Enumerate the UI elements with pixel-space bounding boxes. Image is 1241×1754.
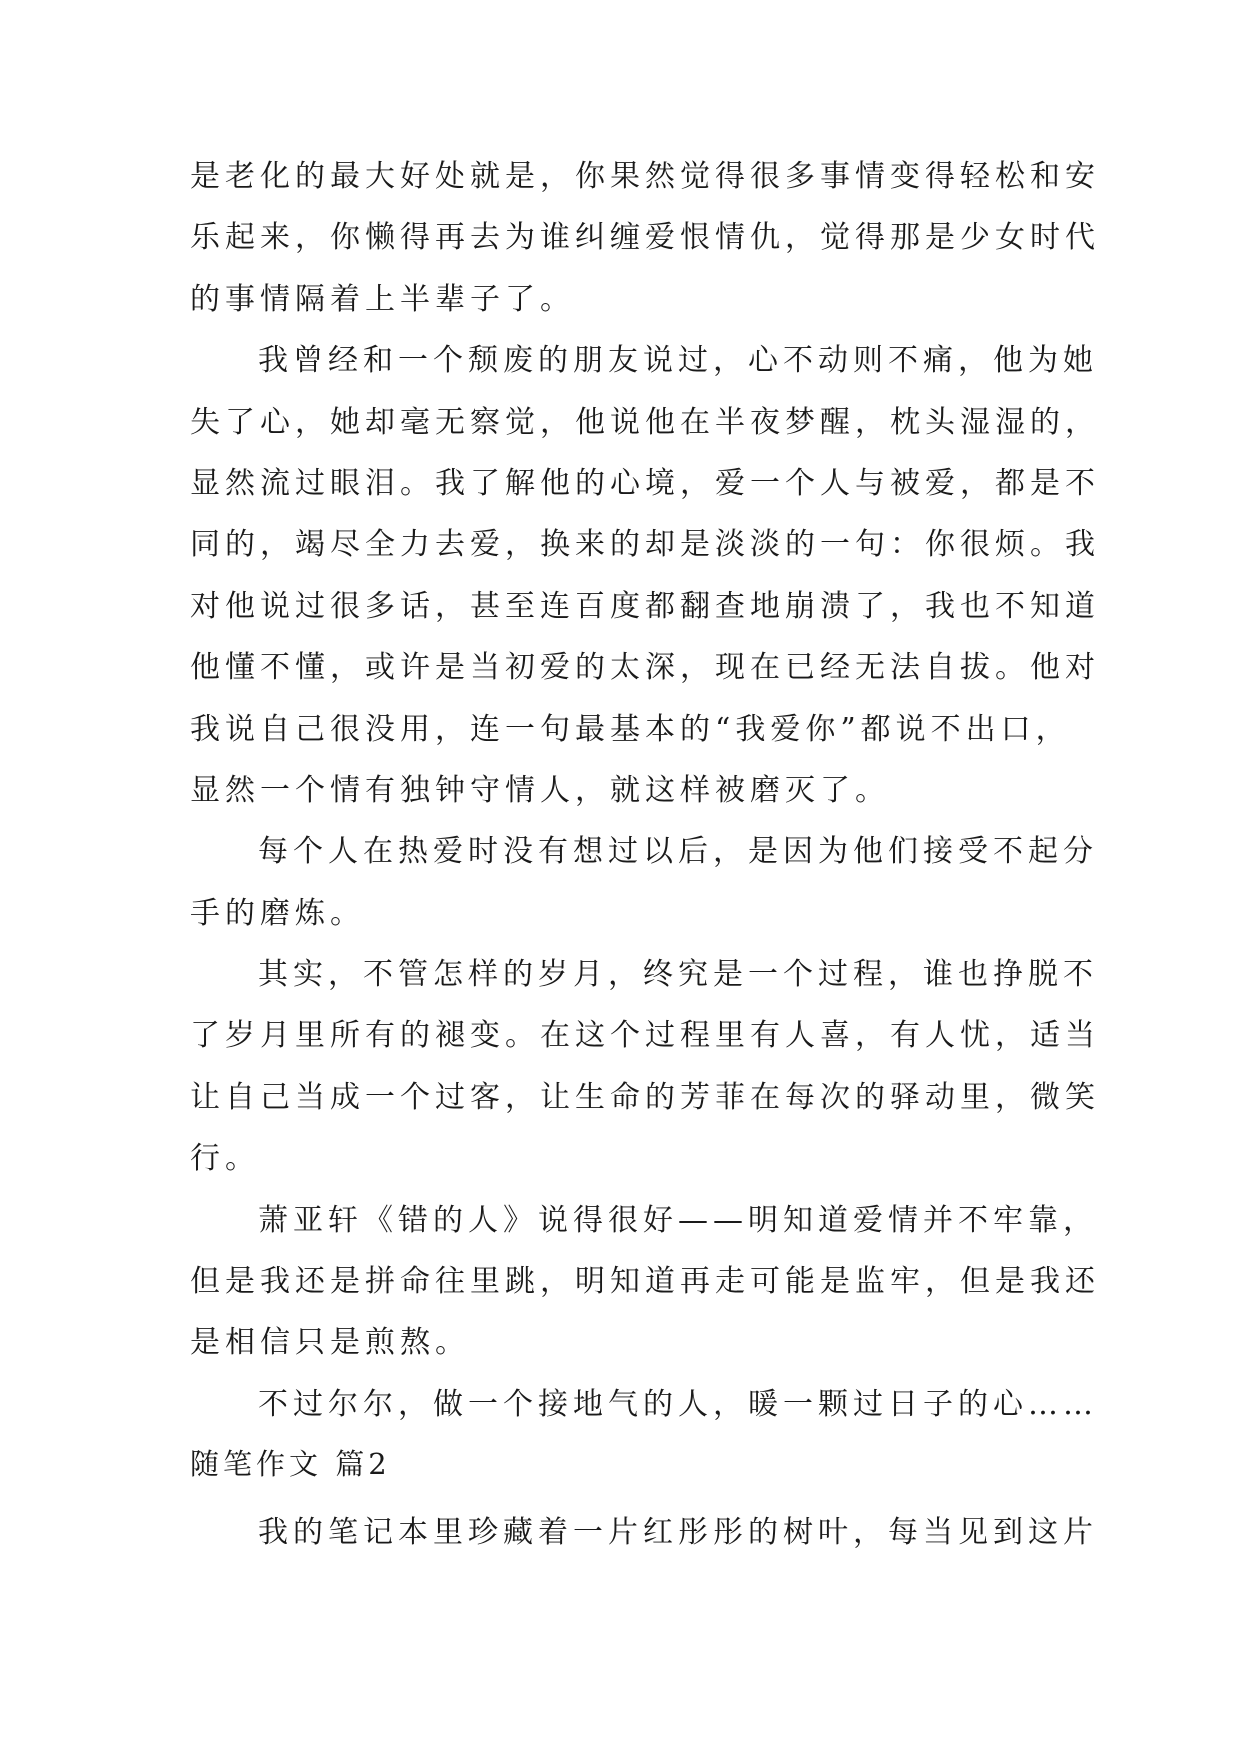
text-line: 显然流过眼泪。我了解他的心境，爱一个人与被爱，都是不 <box>190 465 1100 501</box>
paragraph-start-line: 其实，不管怎样的岁月，终究是一个过程，谁也挣脱不 <box>258 957 1098 993</box>
text-line: 他懂不懂，或许是当初爱的太深，现在已经无法自拔。他对 <box>190 650 1100 686</box>
paragraph-start-line: 我的笔记本里珍藏着一片红彤彤的树叶，每当见到这片 <box>258 1515 1098 1550</box>
essay-body <box>190 146 1100 1435</box>
text-line: 是老化的最大好处就是，你果然觉得很多事情变得轻松和安 <box>190 159 1100 194</box>
text-line: 但是我还是拼命往里跳，明知道再走可能是监牢，但是我还 <box>190 1264 1100 1300</box>
text-line: 显然一个情有独钟守情人，就这样被磨灭了。 <box>190 772 890 808</box>
text-line: 的事情隔着上半辈子了。 <box>190 281 575 317</box>
paragraph-start-line: 每个人在热爱时没有想过以后，是因为他们接受不起分 <box>258 834 1098 870</box>
text-line: 是相信只是煎熬。 <box>190 1325 470 1361</box>
text-line: 了岁月里所有的褪变。在这个过程里有人喜，有人忧，适当 <box>190 1018 1100 1054</box>
paragraph-start-line: 我曾经和一个颓废的朋友说过，心不动则不痛，他为她 <box>258 343 1098 379</box>
next-section-body <box>190 1502 1098 1563</box>
text-line: 同的，竭尽全力去爱，换来的却是淡淡的一句：你很烦。我 <box>190 527 1100 563</box>
text-line: 行。 <box>190 1141 260 1177</box>
paragraph-start-line: 萧亚轩《错的人》说得很好——明知道爱情并不牢靠， <box>258 1202 1098 1238</box>
section-heading: 随笔作文 篇2 <box>190 1447 391 1481</box>
text-line: 我说自己很没用，连一句最基本的“我爱你”都说不出口， <box>190 711 1071 747</box>
text-line: 对他说过很多话，甚至连百度都翻查地崩溃了，我也不知道 <box>190 588 1100 624</box>
paragraph-start-line: 不过尔尔，做一个接地气的人，暖一颗过日子的心…… <box>258 1386 1098 1422</box>
text-line: 手的磨炼。 <box>190 895 365 931</box>
text-line: 让自己当成一个过客，让生命的芳菲在每次的驿动里，微笑 <box>190 1079 1100 1115</box>
text-line: 失了心，她却毫无察觉，他说他在半夜梦醒，枕头湿湿的， <box>190 404 1100 440</box>
text-line: 乐起来，你懒得再去为谁纠缠爱恨情仇，觉得那是少女时代 <box>190 220 1100 256</box>
